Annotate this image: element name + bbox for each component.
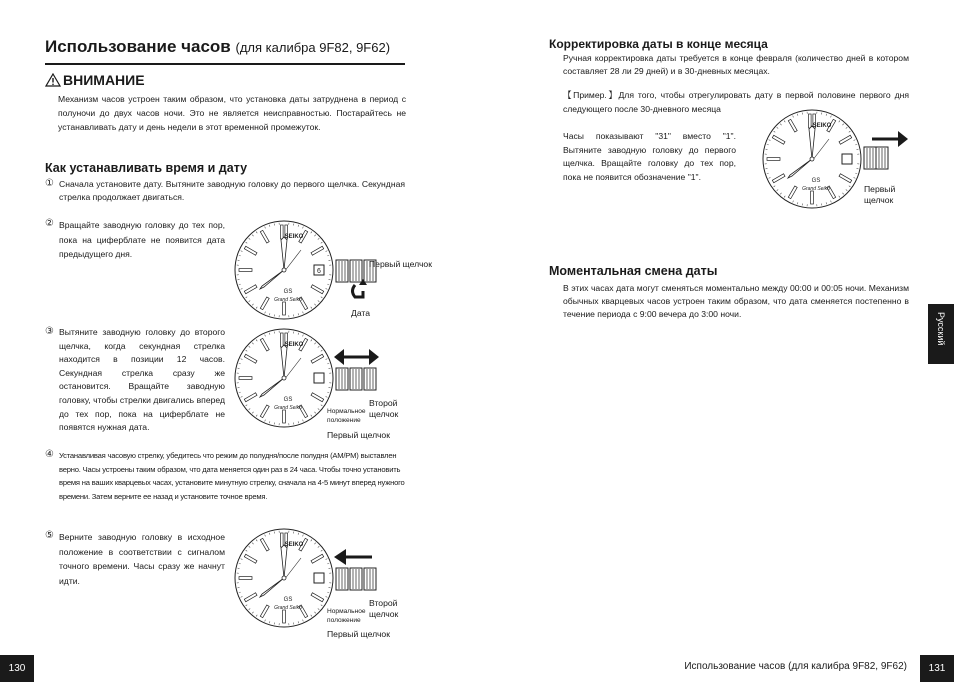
step-4-number: ④	[45, 449, 54, 460]
gs-logo	[272, 394, 304, 412]
step-3-number: ③	[45, 326, 54, 337]
set-time-heading: Как устанавливать время и дату	[45, 161, 248, 175]
instant-text: В этих часах дата могут сменяться моментально между 00:00 и 00:05 ночи. Механизм обычных кварцевых часов устроен таким образом, что дата сменяется постепенно в течение периода с 9:00 вечера до 3:00 ночи.	[563, 283, 909, 319]
logo-text: GS	[811, 178, 821, 184]
second-click-label: Второй щелчок	[369, 598, 399, 619]
warning-heading	[45, 72, 145, 88]
seiko-brand	[281, 339, 307, 348]
warning-title: ВНИМАНИЕ	[63, 72, 145, 88]
date-window	[315, 266, 323, 274]
page-number-left: 130	[0, 655, 34, 682]
logo-text: GS	[283, 289, 293, 295]
step-2-number: ②	[45, 218, 54, 229]
brand-text: SEIKO	[284, 542, 304, 548]
language-tab	[928, 304, 954, 364]
step-5-number: ⑤	[45, 530, 54, 541]
model-text: Grand Seiko	[274, 405, 302, 411]
step-4	[45, 449, 407, 503]
first-click-label: Первый щелчок	[327, 430, 390, 440]
normal-position-label: Нормальное положение	[327, 608, 366, 624]
instant-heading: Моментальная смена даты	[549, 264, 718, 278]
brand-text: SEIKO	[284, 234, 304, 240]
normal-position-label: Нормальное положение	[327, 408, 366, 424]
step-2-text: Вращайте заводную головку до тех пор, пока на циферблате не появится дата предыдущего дня.	[59, 220, 225, 259]
first-click-label: Первый щелчок	[864, 184, 896, 205]
model-text: Grand Seiko	[274, 605, 302, 611]
date-label: Дата	[351, 308, 371, 318]
date-value: 6	[317, 268, 321, 274]
step-1	[45, 178, 405, 204]
watch-figure-step2	[234, 219, 432, 324]
title-main: Использование часов	[45, 37, 231, 56]
brand-text: SEIKO	[812, 123, 832, 129]
correction-heading: Корректировка даты в конце месяца	[549, 37, 768, 51]
title-sub: (для калибра 9F82, 9F62)	[235, 40, 391, 55]
step-4-text: Устанавливая часовую стрелку, убедитесь что режим до полудня/после полудня (AM/PM) выставлен верно. Часы устроены таким образом, что дата меняется один раз в 24 часа. Чтобы точно установить время на ваших кварцевых часах, установите минутную стрелку, сначала на 4-5 минут вперед нужного времени. Затем верните ее назад и установите точное время.	[59, 451, 405, 501]
logo-text: GS	[283, 597, 293, 603]
seiko-brand	[281, 231, 307, 240]
step-5	[45, 530, 225, 588]
page-number-right: 131	[920, 655, 954, 682]
watch-figure-step5	[234, 527, 409, 642]
language-tab-label: Русский	[936, 312, 946, 346]
gs-logo	[272, 594, 304, 612]
example-text-2: Часы показывают "31" вместо "1". Вытяните заводную головку до первого щелчка. Вращайте головку до тех пор, пока не появится обозначение "1".	[563, 131, 736, 182]
second-click-label: Второй щелчок	[369, 398, 399, 419]
warning-text: Механизм часов устроен таким образом, что установка даты затруднена в период с полуночи до двух часов ночи. Это не является неисправностью. Постарайтесь не устанавливать дату и день недели в этот временной промежуток.	[58, 94, 406, 132]
page-title	[45, 37, 390, 57]
model-text: Grand Seiko	[274, 297, 302, 303]
warning-icon	[45, 73, 61, 87]
step-3	[45, 326, 225, 435]
seiko-brand	[281, 539, 307, 548]
step-1-number: ①	[45, 178, 54, 189]
watch-diagram	[234, 327, 409, 442]
brand-text: SEIKO	[284, 342, 304, 348]
title-divider	[45, 63, 405, 65]
example-line: 【Пример.】Для того, чтобы отрегулировать дату в первой половине первого дня следующего после 30-дневного месяца	[563, 90, 909, 114]
gs-logo	[800, 175, 832, 193]
seiko-brand	[809, 120, 835, 129]
watch-diagram	[234, 527, 409, 642]
correction-text: Ручная корректировка даты требуется в конце февраля (количество дней в котором составляет 28 ли 29 дней) и в 30-дневных месяцах.	[563, 53, 909, 76]
first-click-label: Первый щелчок	[327, 629, 390, 639]
model-text: Grand Seiko	[802, 186, 830, 192]
step-1-text: Сначала установите дату. Вытяните заводную головку до первого щелчка. Секундная стрелка продолжает двигаться.	[59, 179, 405, 202]
first-click-label: Первый щелчок	[369, 259, 432, 269]
step-3-text: Вытяните заводную головку до второго щелчка, когда секундная стрелка находится в позиции 12 часов. Секундная стрелка сразу же остановится. Вращайте заводную головку, чтобы стрелки двигались вперед до тех пор, пока на циферблате не появятся нужная дата.	[59, 327, 225, 433]
step-5-text: Верните заводную головку в исходное положение в соответствии с сигналом точного времени. Часы сразу же начнут идти.	[59, 532, 225, 586]
logo-text: GS	[283, 397, 293, 403]
gs-logo	[272, 286, 304, 304]
footer-title: Использование часов (для калибра 9F82, 9F62)	[684, 661, 907, 672]
watch-figure-correction	[760, 109, 910, 219]
step-2	[45, 218, 225, 262]
watch-figure-step3	[234, 327, 409, 442]
